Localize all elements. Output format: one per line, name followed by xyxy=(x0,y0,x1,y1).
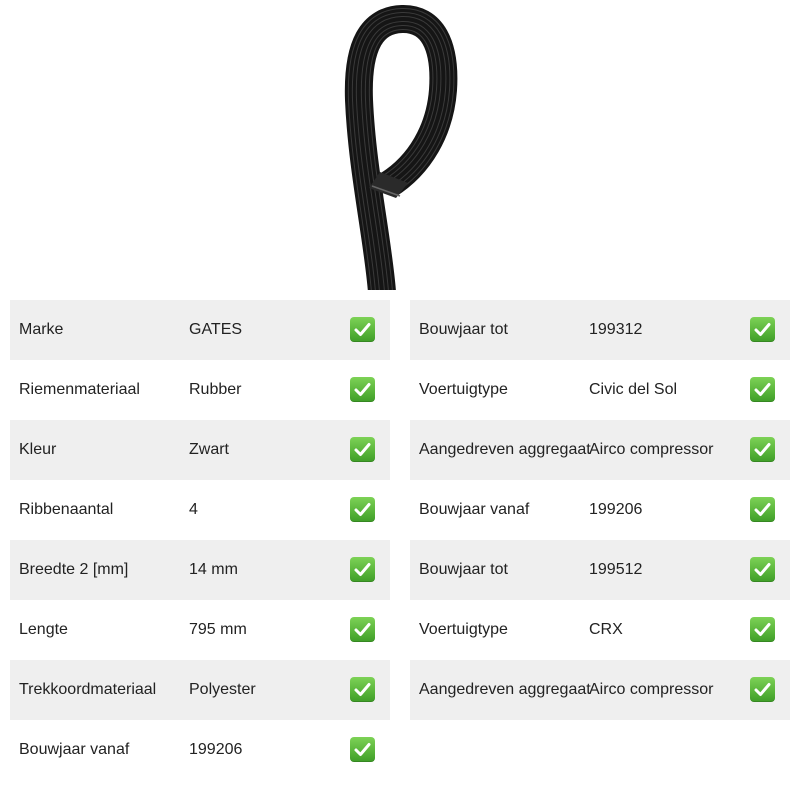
table-row xyxy=(10,660,390,720)
spec-value: CRX xyxy=(589,621,623,638)
spec-value: GATES xyxy=(189,321,243,338)
spec-label: Ribbenaantal xyxy=(19,501,114,518)
spec-label: Breedte 2 [mm] xyxy=(19,561,129,578)
table-row xyxy=(410,600,790,660)
spec-label: Riemenmateriaal xyxy=(19,381,140,398)
spec-value: Polyester xyxy=(189,681,256,698)
spec-label: Trekkoordmateriaal xyxy=(19,681,157,698)
table-row xyxy=(10,300,390,360)
table-row xyxy=(410,420,790,480)
table-row xyxy=(410,360,790,420)
table-row xyxy=(10,540,390,600)
spec-label: Voertuigtype xyxy=(419,621,508,638)
spec-value: 4 xyxy=(189,501,198,518)
table-row xyxy=(410,540,790,600)
check-icon xyxy=(350,737,375,762)
spec-label: Kleur xyxy=(19,441,57,458)
table-row xyxy=(10,360,390,420)
spec-label: Bouwjaar tot xyxy=(419,321,508,338)
spec-label: Marke xyxy=(19,321,64,338)
spec-value: Civic del Sol xyxy=(589,381,678,398)
spec-value: Airco compressor xyxy=(589,441,714,458)
check-icon xyxy=(750,317,775,342)
check-icon xyxy=(350,317,375,342)
check-icon xyxy=(750,437,775,462)
spec-label: Bouwjaar vanaf xyxy=(419,501,530,518)
check-icon xyxy=(350,617,375,642)
check-icon xyxy=(350,557,375,582)
spec-label: Aangedreven aggregaat xyxy=(419,681,591,698)
check-icon xyxy=(750,677,775,702)
check-icon xyxy=(750,497,775,522)
spec-value: Zwart xyxy=(189,441,229,458)
table-row xyxy=(10,420,390,480)
check-icon xyxy=(350,497,375,522)
spec-label: Bouwjaar vanaf xyxy=(19,741,130,758)
spec-value: Airco compressor xyxy=(589,681,714,698)
table-row xyxy=(10,480,390,540)
spec-label: Aangedreven aggregaat xyxy=(419,441,591,458)
spec-value: 199206 xyxy=(189,741,243,758)
check-icon xyxy=(750,617,775,642)
table-row xyxy=(410,660,790,720)
spec-value: 795 mm xyxy=(189,621,247,638)
v-ribbed-belt-icon xyxy=(0,0,800,290)
table-row xyxy=(10,600,390,660)
spec-table-right xyxy=(410,300,790,720)
check-icon xyxy=(350,437,375,462)
check-icon xyxy=(750,557,775,582)
spec-value: Rubber xyxy=(189,381,242,398)
table-row xyxy=(410,300,790,360)
check-icon xyxy=(350,677,375,702)
spec-label: Lengte xyxy=(19,621,68,638)
spec-label: Voertuigtype xyxy=(419,381,508,398)
spec-value: 199312 xyxy=(589,321,643,338)
table-row xyxy=(10,720,390,780)
check-icon xyxy=(350,377,375,402)
spec-label: Bouwjaar tot xyxy=(419,561,508,578)
spec-value: 199206 xyxy=(589,501,643,518)
product-image xyxy=(0,0,800,290)
spec-table-left xyxy=(10,300,390,780)
spec-value: 14 mm xyxy=(189,561,238,578)
table-row xyxy=(410,480,790,540)
spec-value: 199512 xyxy=(589,561,643,578)
check-icon xyxy=(750,377,775,402)
